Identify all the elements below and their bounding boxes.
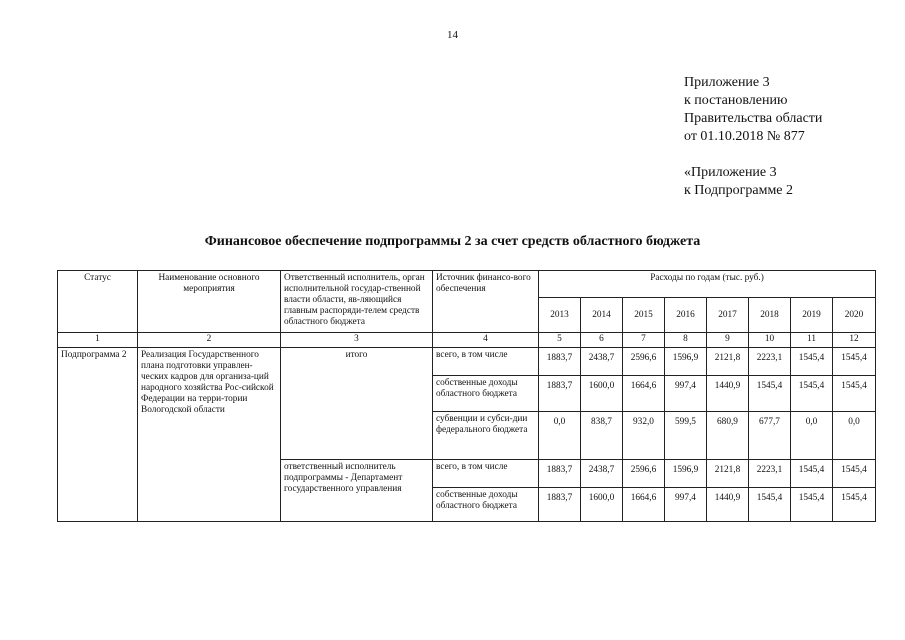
header-year: 2020 [833, 298, 876, 333]
value-cell: 1545,4 [791, 460, 833, 488]
value-cell: 2223,1 [749, 460, 791, 488]
value-cell: 1440,9 [707, 376, 749, 412]
appendix2-line: к Подпрограмме 2 [684, 183, 794, 198]
header-name: Наименование основного мероприятия [138, 271, 281, 333]
value-cell: 1664,6 [623, 488, 665, 522]
executor-cell: ответственный исполнитель подпрограммы - Департамент государственного управления [281, 460, 433, 522]
appendix-block [684, 74, 822, 200]
status-cell: Подпрограмма 2 [58, 348, 138, 522]
header-year: 2018 [749, 298, 791, 333]
column-index: 12 [833, 333, 876, 348]
value-cell: 2596,6 [623, 348, 665, 376]
appendix2-line: «Приложение 3 [684, 165, 777, 180]
appendix-line: от 01.10.2018 № 877 [684, 129, 805, 144]
value-cell: 1596,9 [665, 460, 707, 488]
column-index: 2 [138, 333, 281, 348]
value-cell: 1883,7 [539, 376, 581, 412]
value-cell: 838,7 [581, 412, 623, 460]
value-cell: 1600,0 [581, 488, 623, 522]
value-cell: 1883,7 [539, 348, 581, 376]
column-index: 1 [58, 333, 138, 348]
value-cell: 2223,1 [749, 348, 791, 376]
column-index: 7 [623, 333, 665, 348]
value-cell: 2121,8 [707, 460, 749, 488]
column-index: 10 [749, 333, 791, 348]
column-index: 3 [281, 333, 433, 348]
value-cell: 0,0 [791, 412, 833, 460]
value-cell: 1545,4 [833, 376, 876, 412]
value-cell: 1545,4 [791, 488, 833, 522]
header-year: 2017 [707, 298, 749, 333]
value-cell: 1883,7 [539, 488, 581, 522]
header-year: 2016 [665, 298, 707, 333]
value-cell: 1545,4 [749, 376, 791, 412]
financing-table [57, 270, 876, 522]
value-cell: 0,0 [539, 412, 581, 460]
value-cell: 677,7 [749, 412, 791, 460]
source-cell: собственные доходы областного бюджета [433, 488, 539, 522]
value-cell: 1545,4 [833, 460, 876, 488]
value-cell: 1545,4 [791, 376, 833, 412]
header-status: Статус [58, 271, 138, 333]
value-cell: 680,9 [707, 412, 749, 460]
value-cell: 1883,7 [539, 460, 581, 488]
value-cell: 1440,9 [707, 488, 749, 522]
value-cell: 2121,8 [707, 348, 749, 376]
column-index: 6 [581, 333, 623, 348]
header-year: 2014 [581, 298, 623, 333]
column-index: 5 [539, 333, 581, 348]
header-year: 2013 [539, 298, 581, 333]
value-cell: 997,4 [665, 488, 707, 522]
header-year: 2019 [791, 298, 833, 333]
header-year: 2015 [623, 298, 665, 333]
document-title: Финансовое обеспечение подпрограммы 2 за счет средств областного бюджета [204, 234, 701, 249]
appendix-line: к постановлению [684, 93, 788, 108]
table-row [58, 348, 876, 376]
value-cell: 1664,6 [623, 376, 665, 412]
column-index: 8 [665, 333, 707, 348]
source-cell: субвенции и субси-дии федерального бюджета [433, 412, 539, 460]
column-index: 11 [791, 333, 833, 348]
value-cell: 932,0 [623, 412, 665, 460]
value-cell: 2438,7 [581, 460, 623, 488]
header-source: Источник финансо-вого обеспечения [433, 271, 539, 333]
column-index: 9 [707, 333, 749, 348]
source-cell: всего, в том числе [433, 460, 539, 488]
value-cell: 997,4 [665, 376, 707, 412]
header-expenses: Расходы по годам (тыс. руб.) [539, 271, 876, 298]
value-cell: 2438,7 [581, 348, 623, 376]
value-cell: 1596,9 [665, 348, 707, 376]
value-cell: 0,0 [833, 412, 876, 460]
value-cell: 1545,4 [791, 348, 833, 376]
value-cell: 599,5 [665, 412, 707, 460]
appendix-line: Приложение 3 [684, 75, 770, 90]
executor-cell: итого [281, 348, 433, 460]
value-cell: 1600,0 [581, 376, 623, 412]
source-cell: всего, в том числе [433, 348, 539, 376]
measure-cell: Реализация Государственного плана подготовки управлен-ческих кадров для организа-ций народного хозяйства Рос-сийской Федерации на терри-тории Вологодской области [138, 348, 281, 522]
value-cell: 1545,4 [749, 488, 791, 522]
source-cell: собственные доходы областного бюджета [433, 376, 539, 412]
page-number: 14 [447, 29, 458, 41]
value-cell: 1545,4 [833, 348, 876, 376]
value-cell: 2596,6 [623, 460, 665, 488]
header-executor: Ответственный исполнитель, орган исполнительной государ-ственной власти области, яв-ляющийся главным распоряди-телем средств областного бюджета [281, 271, 433, 333]
appendix-line: Правительства области [684, 111, 823, 126]
column-index: 4 [433, 333, 539, 348]
value-cell: 1545,4 [833, 488, 876, 522]
